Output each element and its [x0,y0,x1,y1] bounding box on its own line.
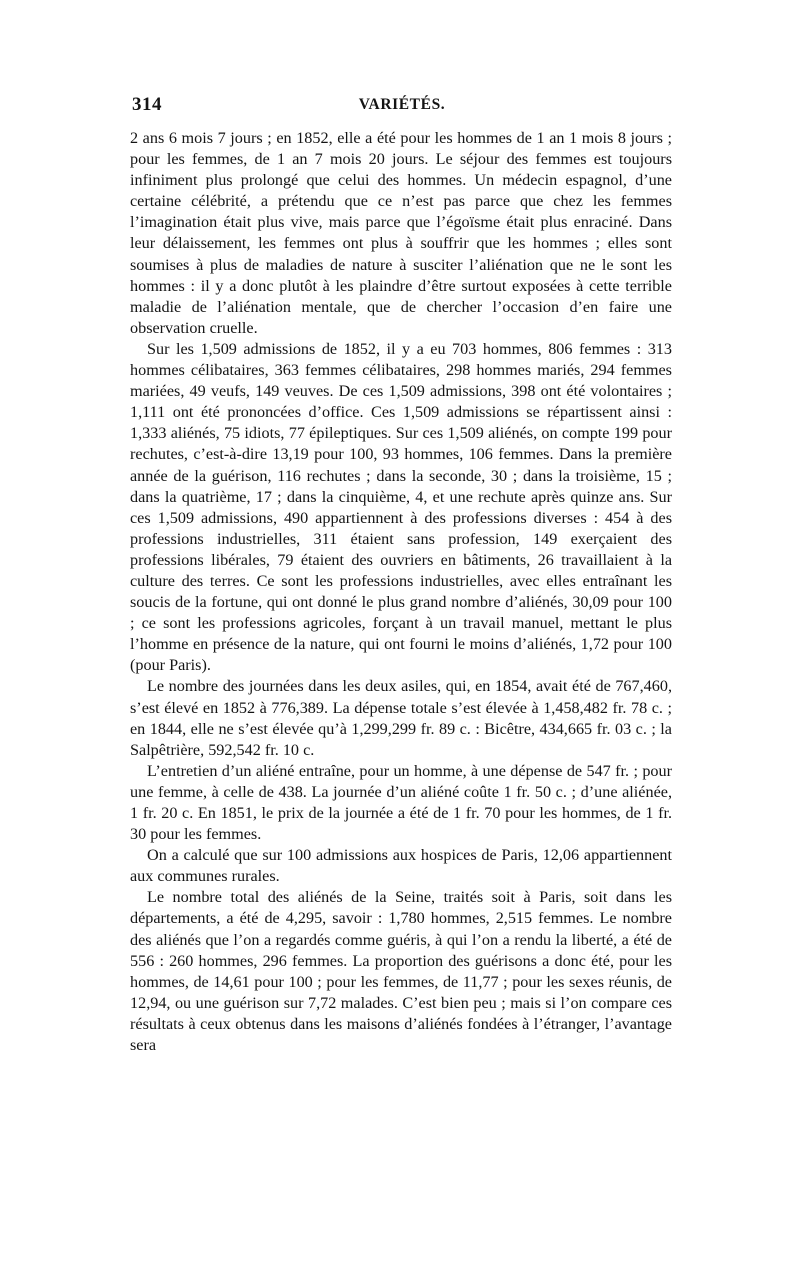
paragraph-entretien: L’entretien d’un aliéné entraîne, pour un homme, à une dépense de 547 fr. ; pour une femme, à celle de 438. La journée d’un aliéné coûte 1 fr. 50 c. ; d’une aliénée, 1 fr. 20 c. En 1851, le prix de la journée a été de 1 fr. 70 pour les hommes, de 1 fr. 30 pour les femmes. [130,761,672,844]
paragraph-journees: Le nombre des journées dans les deux asiles, qui, en 1854, avait été de 767,460, s’est élevé en 1852 à 776,389. La dépense totale s’est élevée à 1,458,482 fr. 78 c. ; en 1844, elle ne s’est élevée qu’à 1,299,299 fr. 89 c. : Bicêtre, 434,665 fr. 03 c. ; la Salpêtrière, 592,542 fr. 10 c. [130,677,672,759]
page-header [132,94,672,122]
paragraph-admissions: Sur les 1,509 admissions de 1852, il y a eu 703 hommes, 806 femmes : 313 hommes célibataires, 363 femmes célibataires, 298 hommes mariés, 294 femmes mariées, 49 veufs, 149 veuves. De ces 1,509 admissions, 398 ont été volontaires ; 1,111 ont été prononcées d’office. Ces 1,509 admissions se répartissent ainsi : 1,333 aliénés, 75 idiots, 77 épileptiques. Sur ces 1,509 aliénés, on compte 199 pour rechutes, c’est-à-dire 13,19 pour 100, 93 hommes, 106 femmes. Dans la première année de la guérison, 116 rechutes ; dans la seconde, 30 ; dans la troisième, 15 ; dans la quatrième, 17 ; dans la cinquième, 4, et une rechute après quinze ans. Sur ces 1,509 admissions, 490 appartiennent à des professions diverses : 454 à des professions industrielles, 311 étaient sans profession, 149 exerçaient des professions libérales, 79 étaient des ouvriers en bâtiments, 26 travaillaient à la culture des terres. Ce sont les professions industrielles, avec elles entraînant les soucis de la fortune, qui ont donné le plus grand nombre d’aliénés, 30,09 pour 100 ; ce sont les professions agricoles, forçant à un travail manuel, mettant le plus l’homme en présence de la nature, qui ont fourni le moins d’aliénés, 1,72 pour 100 (pour Paris). [130,339,672,675]
page-number: 314 [132,94,162,115]
running-title: VARIÉTÉS. [358,96,446,113]
paragraph-guerisons: Le nombre total des aliénés de la Seine, traités soit à Paris, soit dans les départements, a été de 4,295, savoir : 1,780 hommes, 2,515 femmes. Le nombre des aliénés que l’on a regardés comme guéris, à qui l’on a rendu la liberté, a été de 556 : 260 hommes, 296 femmes. La proportion des guérisons a donc été, pour les hommes, de 14,61 pour 100 ; pour les femmes, de 11,77 ; pour les sexes réunis, de 12,94, ou une guérison sur 7,72 malades. C’est bien peu ; mais si l’on compare ces résultats à ceux obtenus dans les maisons d’aliénés fondées à l’étranger, l’avantage sera [130,888,672,1055]
paragraph-communes-rurales: On a calculé que sur 100 admissions aux hospices de Paris, 12,06 appartiennent aux communes rurales. [130,846,672,886]
paragraph-continued: 2 ans 6 mois 7 jours ; en 1852, elle a été pour les hommes de 1 an 1 mois 8 jours ; pour les femmes, de 1 an 7 mois 20 jours. Le séjour des femmes est toujours infiniment plus prolongé que celui des hommes. Un médecin espagnol, d’une certaine célébrité, a prétendu que ce n’est pas parce que chez les femmes l’imagination était plus vive, mais parce que l’égoïsme était plus enraciné. Dans leur délaissement, les femmes ont plus à souffrir que les hommes ; elles sont soumises à plus de maladies de nature à susciter l’aliénation que ne le sont les hommes : il y a donc plutôt à les plaindre d’être surtout exposées à cette terrible maladie de l’aliénation mentale, que de chercher l’occasion d’en faire une observation cruelle. [130,129,672,337]
body-text [130,128,672,1056]
